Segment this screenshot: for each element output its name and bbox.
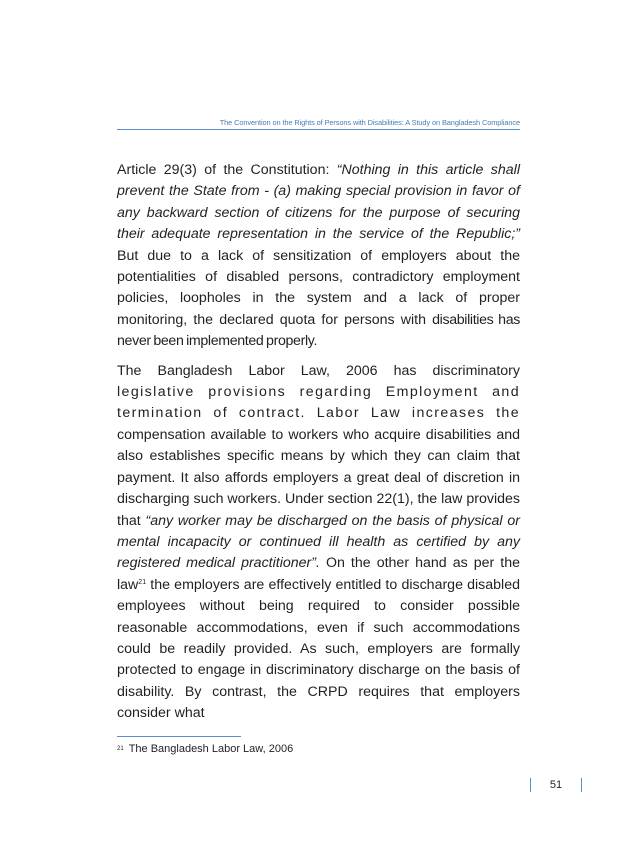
text-segment: disabilities has never been implemented properly. [117, 311, 520, 350]
footnote-mark: 21 [117, 746, 124, 752]
text-segment: the employers are effectively entitled to discharge disabled employees without being required to consider possible reasonable accommodations, even if such accommodations could be readily provided. As such, employers are formally protected to engage in discriminatory discharge on the basis of disability. By contrast, the CRPD requires that employers consider what [117, 576, 520, 722]
running-header: The Convention on the Rights of Persons with Disabilities: A Study on Bangladesh Compliance [117, 118, 520, 130]
text-segment: The Bangladesh Labor Law, 2006 has discriminatory [117, 362, 520, 379]
text-segment: But due to a lack of sensitization of employers about the potentialities of disabled persons, contradictory employment policies, loopholes in the system and a lack of proper monitoring, the declared quota for persons with [117, 247, 520, 328]
labor-law-quote: “any worker may be discharged on the basis of physical or mental incapacity or continued ill health as certified by any registered medical practitioner”. [117, 512, 520, 572]
footnote-reference[interactable]: 21 [138, 578, 147, 586]
footnote-text: The Bangladesh Labor Law, 2006 [128, 743, 294, 755]
text-segment: legislative provisions regarding Employment and [117, 384, 520, 401]
page-number-text: 51 [549, 779, 563, 791]
paragraph-labor-law [117, 361, 520, 725]
text-segment: compensation available to workers who acquire disabilities and also establishes specific means by which they can claim that payment. It also affords employers a great deal of discretion in discharging such workers. Under section 22(1), the law provides that [117, 426, 520, 529]
text-segment: On the other hand as per the law [117, 555, 520, 593]
footnote [117, 742, 293, 756]
footnote-divider [117, 736, 241, 737]
text-segment: Article 29(3) of the Constitution: [117, 162, 337, 178]
page-number [530, 778, 582, 792]
main-text [117, 160, 520, 725]
paragraph-article-29 [117, 160, 520, 353]
constitution-quote: “Nothing in this article shall prevent the State from - (a) making special provision in favor of any backward section of citizens for the purpose of securing their adequate representation in the service of the Republic;” [117, 162, 520, 243]
text-segment: termination of contract. Labor Law increases the [117, 405, 520, 422]
